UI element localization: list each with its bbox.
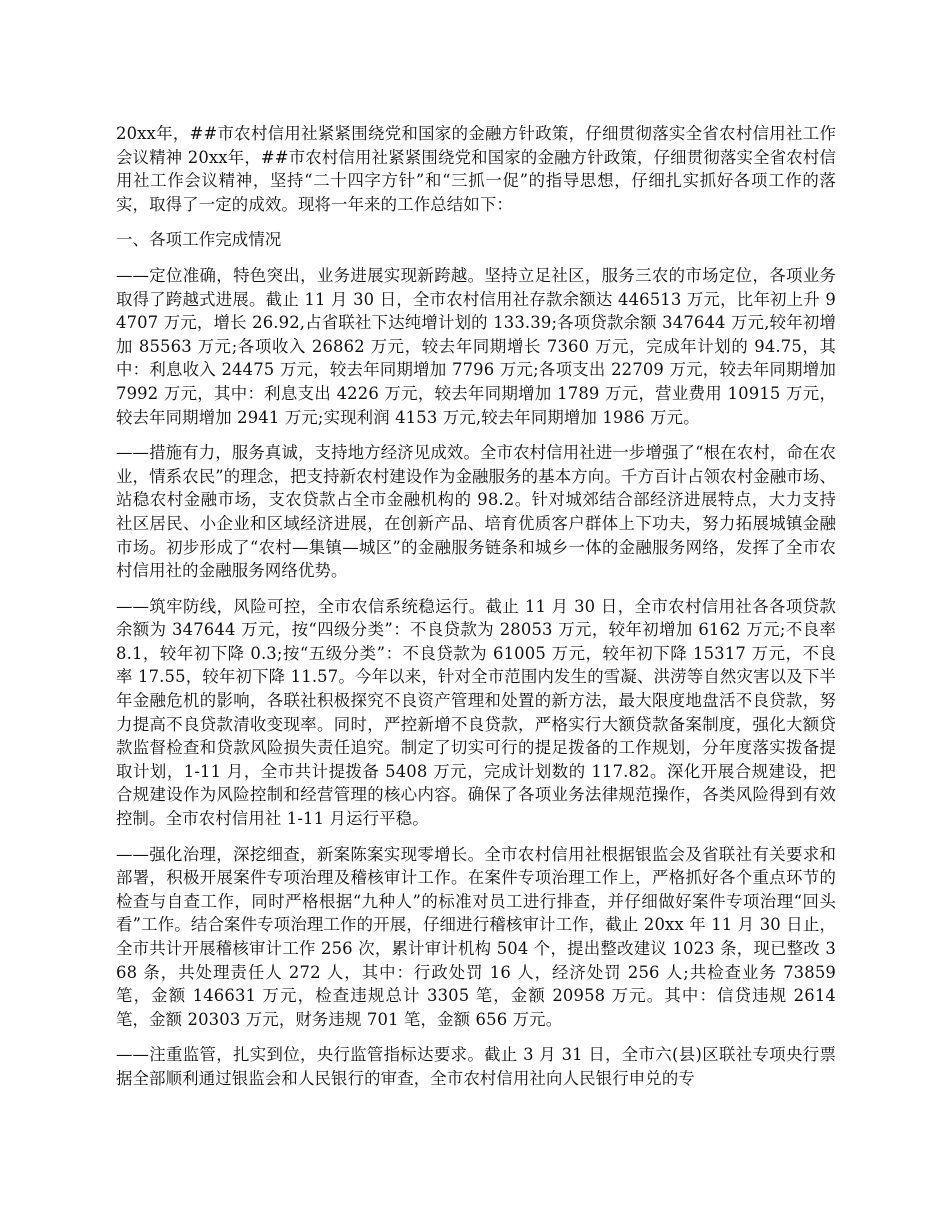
paragraph-supervision: ——注重监管，扎实到位，央行监管指标达要求。截止 3 月 31 日，全市六(县)区联社专项央行票据全部顺利通过银监会和人民银行的审查，全市农村信用社向人民银行申兑的专 bbox=[116, 1045, 836, 1088]
document-body bbox=[116, 122, 836, 1103]
paragraph-risk-control: ——筑牢防线，风险可控，全市农信系统稳运行。截止 11 月 30 日，全市农村信用社各各项贷款余额为 347644 万元，按“四级分类”：不良贷款为 28053 万元，较年初增加 6162 万元;不良率 8.1，较年初下降 0.3;按“五级分类”：不良贷款为 61005 万元，较年初下降 15317 万元，不良率 17.55，较年初下降 11.57。今年以来，针对全市范围内发生的雪凝、洪涝等自然灾害以及下半年金融危机的影响，各联社积极探究不良资产管理和处置的新方法，最大限度地盘活不良贷款，努力提高不良贷款清收变现率。同时，严控新增不良贷款，严格实行大额贷款备案制度，强化大额贷款监督检查和贷款风险损失责任追究。制定了切实可行的提足拨备的工作规划，分年度落实拨备提取计划，1-11 月，全市共计提拨备 5408 万元，完成计划数的 117.82。深化开展合规建设，把合规建设作为风险控制和经营管理的核心内容。确保了各项业务法律规范操作，各类风险得到有效控制。全市农村信用社 1-11 月运行平稳。 bbox=[116, 596, 836, 829]
intro-paragraph: 20xx年，##市农村信用社紧紧围绕党和国家的金融方针政策，仔细贯彻落实全省农村信用社工作会议精神 20xx年，##市农村信用社紧紧围绕党和国家的金融方针政策，仔细贯彻落实全省农村信用社工作会议精神，坚持“二十四字方针”和“三抓一促”的指导思想，仔细扎实抓好各项工作的落实，取得了一定的成效。现将一年来的工作总结如下： bbox=[116, 124, 836, 214]
section-heading: 一、各项工作完成情况 bbox=[116, 230, 282, 250]
paragraph-local-economy: ——措施有力，服务真诚，支持地方经济见成效。全市农村信用社进一步增强了“根在农村，命在农业，情系农民”的理念，把支持新农村建设作为金融服务的基本方向。千方百计占领农村金融市场、站稳农村金融市场，支农贷款占全市金融机构的 98.2。针对城郊结合部经济进展特点，大力支持社区居民、小企业和区域经济进展，在创新产品、培育优质客户群体上下功夫，努力拓展城镇金融市场。初步形成了“农村—集镇—城区”的金融服务链条和城乡一体的金融服务网络，发挥了全市农村信用社的金融服务网络优势。 bbox=[116, 443, 836, 581]
paragraph-business-growth: ——定位准确，特色突出，业务进展实现新跨越。坚持立足社区，服务三农的市场定位，各项业务取得了跨越式进展。截止 11 月 30 日，全市农村信用社存款余额达 446513 万元，比年初上升 94707 万元，增长 26.92,占省联社下达纯增计划的 133.39;各项贷款余额 347644 万元,较年初增加 85563 万元;各项收入 26862 万元，较去年同期增长 7360 万元，完成年计划的 94.75，其中：利息收入 24475 万元，较去年同期增加 7796 万元;各项支出 22709 万元，较去年同期增加 7992 万元，其中：利息支出 4226 万元，较去年同期增加 1789 万元，营业费用 10915 万元，较去年同期增加 2941 万元;实现利润 4153 万元,较去年同期增加 1986 万元。 bbox=[116, 265, 836, 427]
paragraph-governance: ——强化治理，深挖细查，新案陈案实现零增长。全市农村信用社根据银监会及省联社有关要求和部署，积极开展案件专项治理及稽核审计工作。在案件专项治理工作上，严格抓好各个重点环节的检查与自查工作，同时严格根据“九种人”的标准对员工进行排查，并仔细做好案件专项治理“回头看”工作。结合案件专项治理工作的开展，仔细进行稽核审计工作，截止 20xx 年 11 月 30 日止，全市共计开展稽核审计工作 256 次，累计审计机构 504 个，提出整改建议 1023 条，现已整改 368 条，共处理责任人 272 人，其中：行政处罚 16 人，经济处罚 256 人;共检查业务 73859 笔，金额 146631 万元，检查违规总计 3305 笔，金额 20958 万元。其中：信贷违规 2614 笔，金额 20303 万元，财务违规 701 笔，金额 656 万元。 bbox=[116, 844, 836, 1029]
